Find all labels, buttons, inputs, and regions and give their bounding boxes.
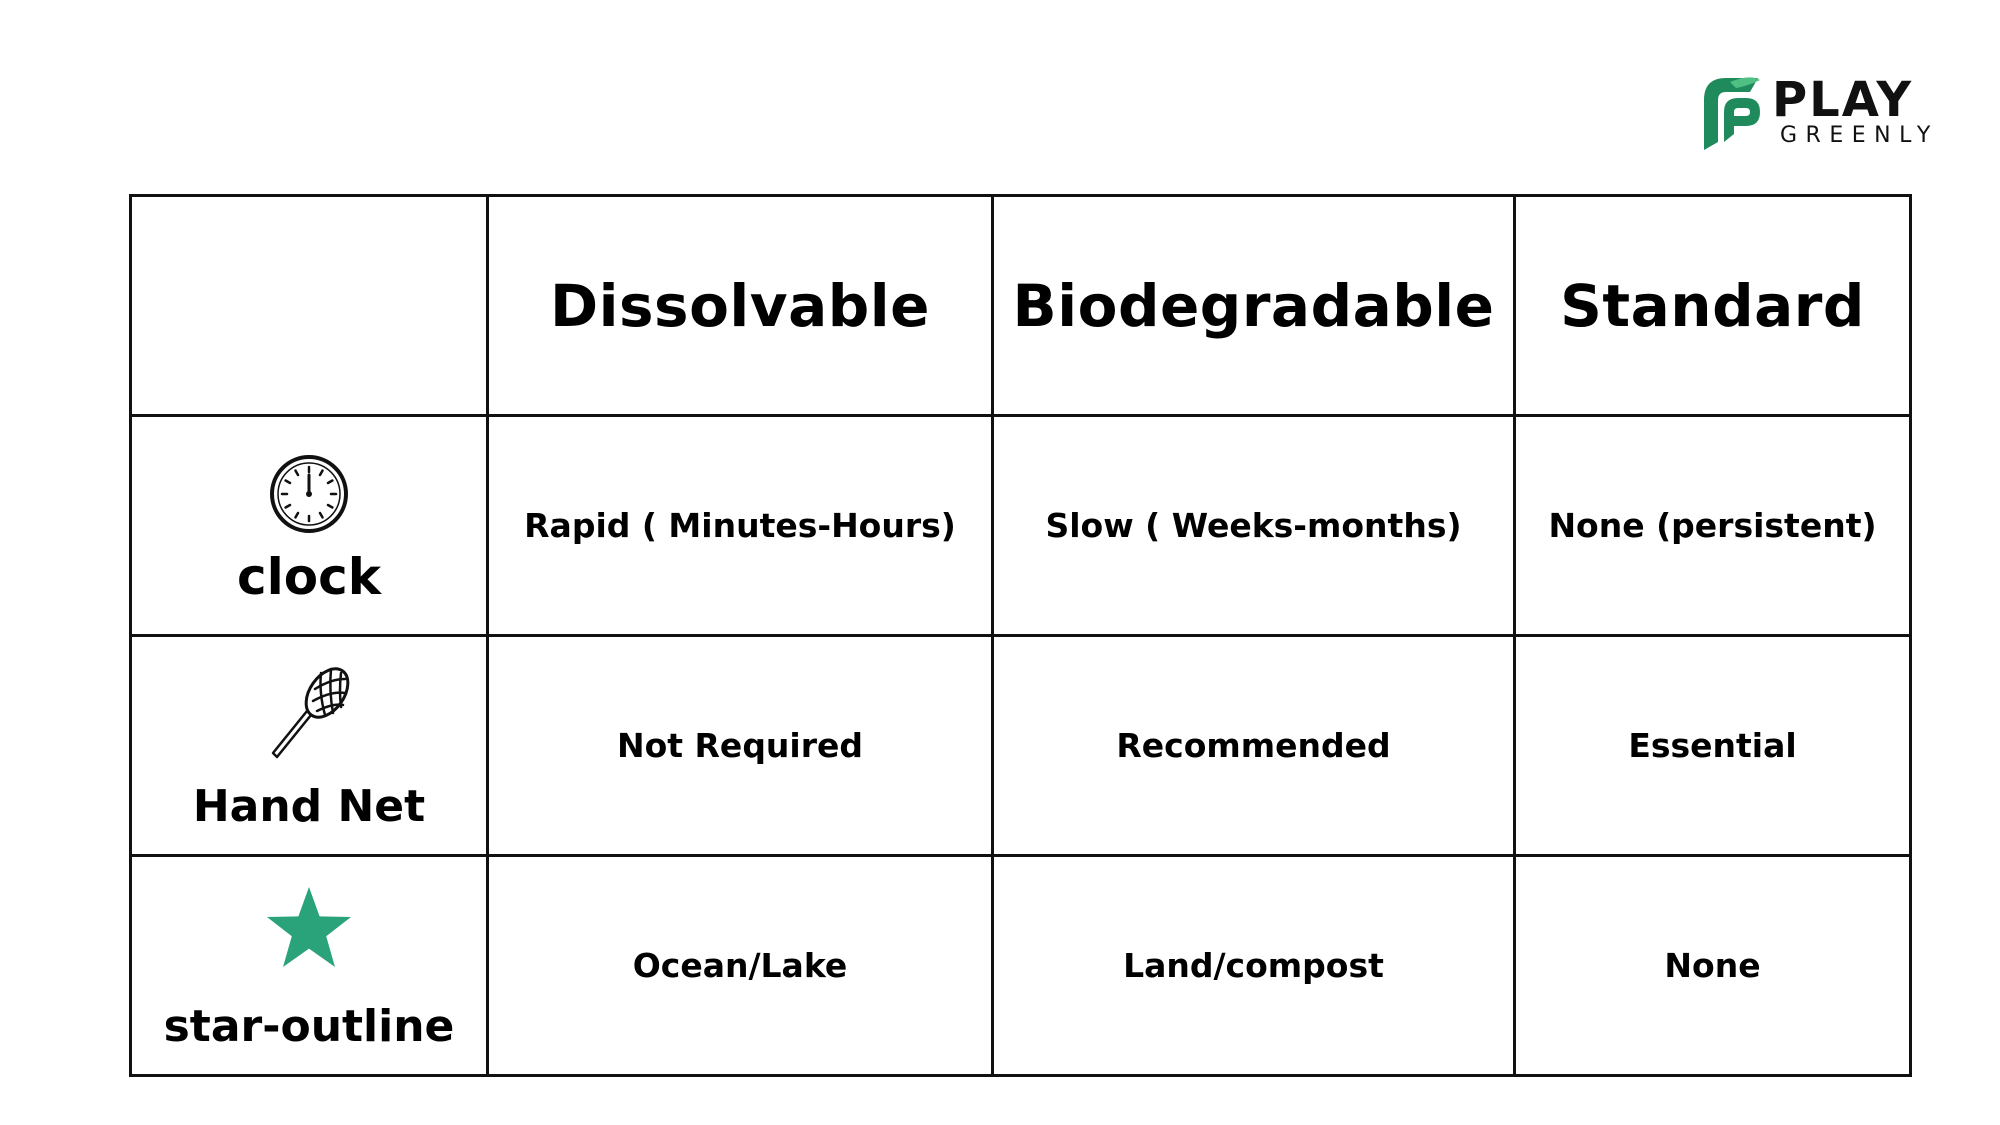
table-header-row <box>131 196 1911 416</box>
cell-biodegradable-star-outline: Land/compost <box>993 856 1515 1076</box>
logo-tagline: GREENLY <box>1780 123 1939 148</box>
clock-icon <box>268 453 350 535</box>
cell-biodegradable-hand-net: Recommended <box>993 636 1515 856</box>
header-standard: Standard <box>1515 196 1911 416</box>
play-greenly-logo <box>1700 72 1962 152</box>
cell-dissolvable-clock: Rapid ( Minutes-Hours) <box>488 416 993 636</box>
comparison-table <box>129 194 1912 1077</box>
cell-standard-clock: None (persistent) <box>1515 416 1911 636</box>
cell-dissolvable-star-outline: Ocean/Lake <box>488 856 993 1076</box>
cell-biodegradable-clock: Slow ( Weeks-months) <box>993 416 1515 636</box>
play-greenly-logo-icon <box>1700 72 1762 152</box>
row-label-clock: clock <box>236 548 382 606</box>
cell-standard-star-outline: None <box>1515 856 1911 1076</box>
header-biodegradable: Biodegradable <box>993 196 1515 416</box>
row-label-cell <box>131 636 488 856</box>
header-dissolvable: Dissolvable <box>488 196 993 416</box>
star-icon <box>265 885 353 969</box>
row-label-cell <box>131 416 488 636</box>
cell-standard-hand-net: Essential <box>1515 636 1911 856</box>
row-label-star-outline: star-outline <box>163 1001 455 1052</box>
table-row <box>131 856 1911 1076</box>
header-corner-cell <box>131 196 488 416</box>
cell-dissolvable-hand-net: Not Required <box>488 636 993 856</box>
hand-net-icon <box>267 659 351 759</box>
logo-name: PLAY <box>1772 72 1914 128</box>
table-row <box>131 636 1911 856</box>
table-row <box>131 416 1911 636</box>
row-label-hand-net: Hand Net <box>192 781 426 832</box>
row-label-cell <box>131 856 488 1076</box>
